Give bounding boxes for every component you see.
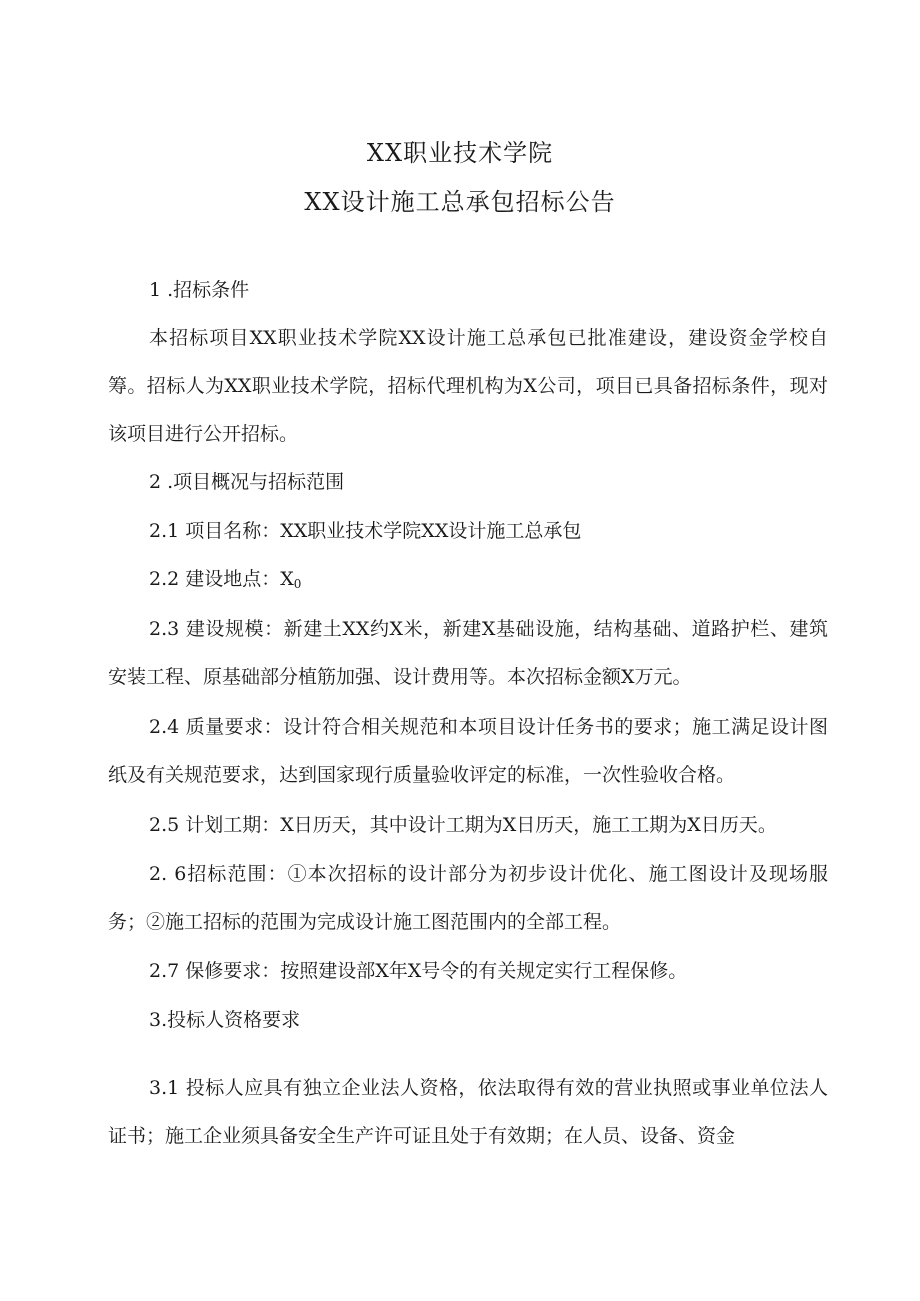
section-3-heading: 3.投标人资格要求 [149, 1009, 301, 1031]
section-2-2-text: 2.2 建设地点：X [149, 568, 294, 590]
section-2-6: 2. 6招标范围：①本次招标的设计部分为初步设计优化、施工图设计及现场服务；②施工招标的范围为完成设计施工图范围内的全部工程。 [108, 863, 828, 933]
section-2-5: 2.5 计划工期：X日历天，其中设计工期为X日历天，施工工期为X日历天。 [149, 814, 777, 836]
section-2-1: 2.1 项目名称：XX职业技术学院XX设计施工总承包 [149, 520, 582, 542]
section-2-4: 2.4 质量要求：设计符合相关规范和本项目设计任务书的要求；施工满足设计图纸及有关规范要求，达到国家现行质量验收评定的标准，一次性验收合格。 [108, 716, 828, 786]
document-title-notice: XX设计施工总承包招标公告 [304, 188, 616, 216]
section-2-7: 2.7 保修要求：按照建设部X年X号令的有关规定实行工程保修。 [149, 960, 688, 982]
section-1-body: 本招标项目XX职业技术学院XX设计施工总承包已批准建设，建设资金学校自筹。招标人为XX职业技术学院，招标代理机构为X公司，项目已具备招标条件，现对该项目进行公开招标。 [108, 327, 828, 445]
document-title-institution: XX职业技术学院 [366, 139, 554, 167]
section-2-2 [149, 555, 301, 603]
section-2-3: 2.3 建设规模：新建土XX约X米，新建X基础设施，结构基础、道路护栏、建筑安装工程、原基础部分植筋加强、设计费用等。本次招标金额X万元。 [108, 618, 828, 688]
section-2-2-subscript: 0 [293, 577, 302, 591]
section-2-heading: 2 .项目概况与招标范围 [149, 471, 345, 493]
section-1-heading: 1 .招标条件 [149, 279, 250, 301]
section-3-1: 3.1 投标人应具有独立企业法人资格，依法取得有效的营业执照或事业单位法人证书；施工企业须具备安全生产许可证且处于有效期；在人员、设备、资金 [108, 1077, 828, 1147]
